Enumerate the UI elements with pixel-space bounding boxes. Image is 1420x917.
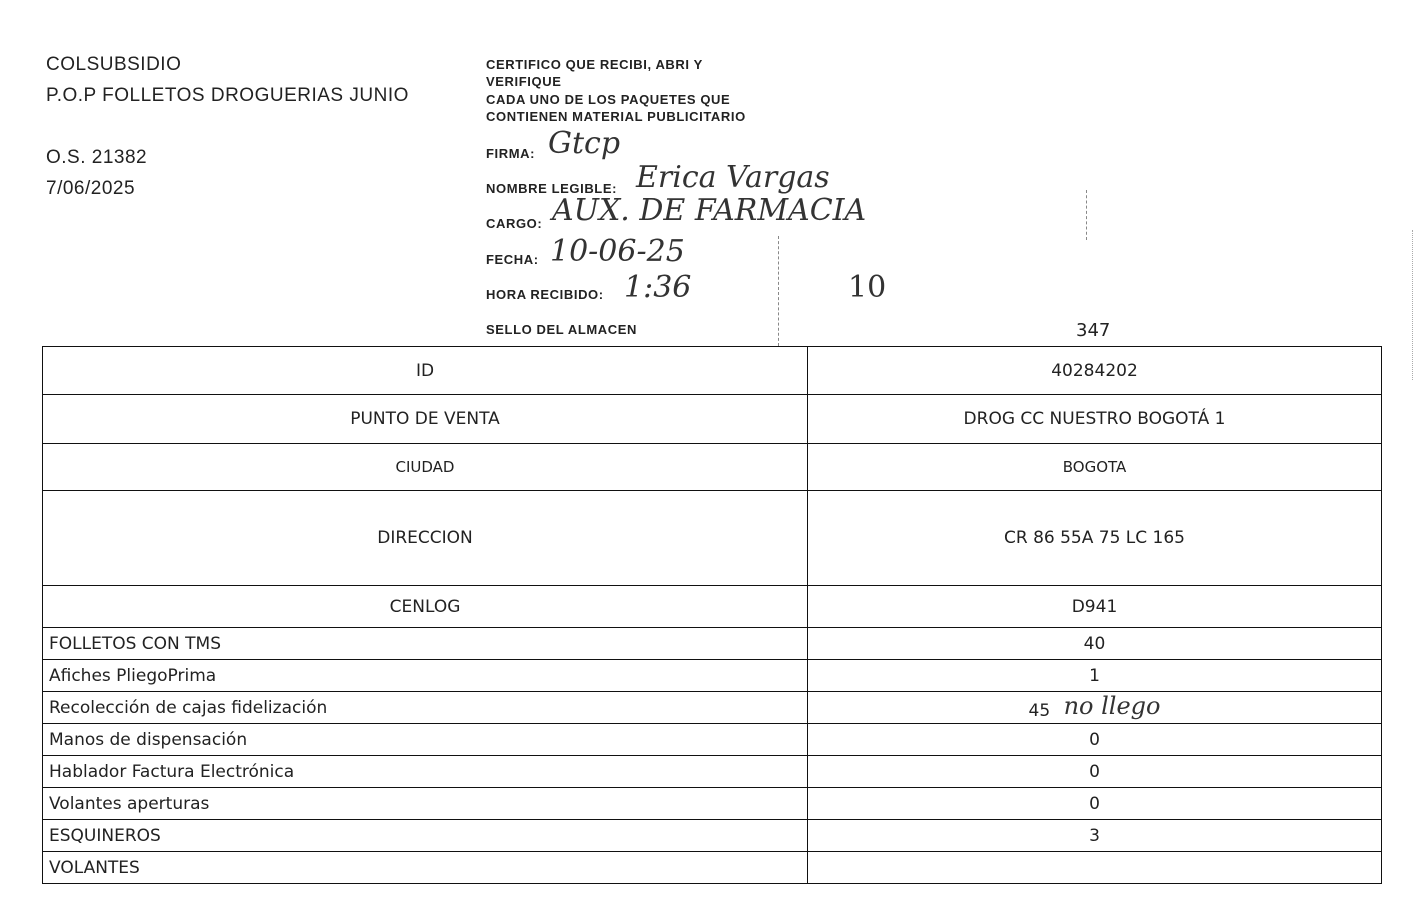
- stamp-code: 347: [1076, 320, 1111, 341]
- item-quantity: 40: [808, 628, 1382, 660]
- hora-label: HORA RECIBIDO:: [486, 287, 604, 302]
- table-row-cenlog: [43, 586, 1382, 628]
- item-quantity: 1: [808, 660, 1382, 692]
- cargo-label: CARGO:: [486, 216, 543, 231]
- stamp-border-right: [1086, 190, 1087, 240]
- table-row-id: [43, 347, 1382, 395]
- order-number: O.S. 21382: [46, 147, 148, 168]
- table-row-item: [43, 820, 1382, 852]
- row-value: DROG CC NUESTRO BOGOTÁ 1: [808, 395, 1382, 444]
- row-value: CR 86 55A 75 LC 165: [808, 491, 1382, 586]
- table-row-item: [43, 788, 1382, 820]
- item-quantity: 0: [808, 756, 1382, 788]
- item-label: FOLLETOS CON TMS: [43, 628, 808, 660]
- nombre-value: Erica Vargas: [636, 160, 830, 195]
- certification-line-2: VERIFIQUE: [486, 74, 562, 89]
- item-label: Manos de dispensación: [43, 724, 808, 756]
- row-label: CENLOG: [43, 586, 808, 628]
- row-label: DIRECCION: [43, 491, 808, 586]
- firma-signature: Gtcp: [548, 126, 621, 161]
- table-row-item: [43, 628, 1382, 660]
- cargo-value: AUX. DE FARMACIA: [552, 193, 867, 228]
- table-row-direccion: [43, 491, 1382, 586]
- item-handwritten-note: no llego: [1063, 691, 1161, 720]
- fecha-value: 10-06-25: [550, 234, 685, 269]
- table-row-item: [43, 692, 1382, 724]
- delivery-table: [42, 346, 1382, 884]
- table-row-item: [43, 852, 1382, 884]
- certification-line-3: CADA UNO DE LOS PAQUETES QUE: [486, 92, 731, 107]
- table-row-item: [43, 756, 1382, 788]
- document-date: 7/06/2025: [46, 178, 136, 199]
- campaign-title: P.O.P FOLLETOS DROGUERIAS JUNIO: [46, 85, 409, 106]
- item-label: ESQUINEROS: [43, 820, 808, 852]
- sello-label: SELLO DEL ALMACEN: [486, 322, 638, 337]
- item-quantity: 45: [1028, 700, 1051, 721]
- table-row-item: [43, 724, 1382, 756]
- item-label: Hablador Factura Electrónica: [43, 756, 808, 788]
- item-label: Afiches PliegoPrima: [43, 660, 808, 692]
- certification-line-4: CONTIENEN MATERIAL PUBLICITARIO: [486, 109, 746, 124]
- row-value: 40284202: [808, 347, 1382, 395]
- item-label: VOLANTES: [43, 852, 808, 884]
- company-name: COLSUBSIDIO: [46, 54, 182, 75]
- item-quantity-cell: [808, 692, 1382, 724]
- item-label: Volantes aperturas: [43, 788, 808, 820]
- hora-value: 1:36: [624, 270, 692, 305]
- table-row-item: [43, 660, 1382, 692]
- row-label: PUNTO DE VENTA: [43, 395, 808, 444]
- row-value: D941: [808, 586, 1382, 628]
- item-label: Recolección de cajas fidelización: [43, 692, 808, 724]
- nombre-label: NOMBRE LEGIBLE:: [486, 181, 618, 196]
- stamp-border: [778, 236, 779, 346]
- item-quantity: 3: [808, 820, 1382, 852]
- table-row-ciudad: [43, 444, 1382, 491]
- item-quantity: 0: [808, 788, 1382, 820]
- certification-line-1: CERTIFICO QUE RECIBI, ABRI Y: [486, 57, 703, 72]
- scan-edge: [1412, 230, 1417, 380]
- fecha-label: FECHA:: [486, 252, 539, 267]
- firma-label: FIRMA:: [486, 146, 536, 161]
- row-label: ID: [43, 347, 808, 395]
- row-label: CIUDAD: [43, 444, 808, 491]
- row-value: BOGOTA: [808, 444, 1382, 491]
- item-quantity: 0: [808, 724, 1382, 756]
- table-row-punto-de-venta: [43, 395, 1382, 444]
- item-quantity: [808, 852, 1382, 884]
- stamp-number: 10: [848, 270, 887, 305]
